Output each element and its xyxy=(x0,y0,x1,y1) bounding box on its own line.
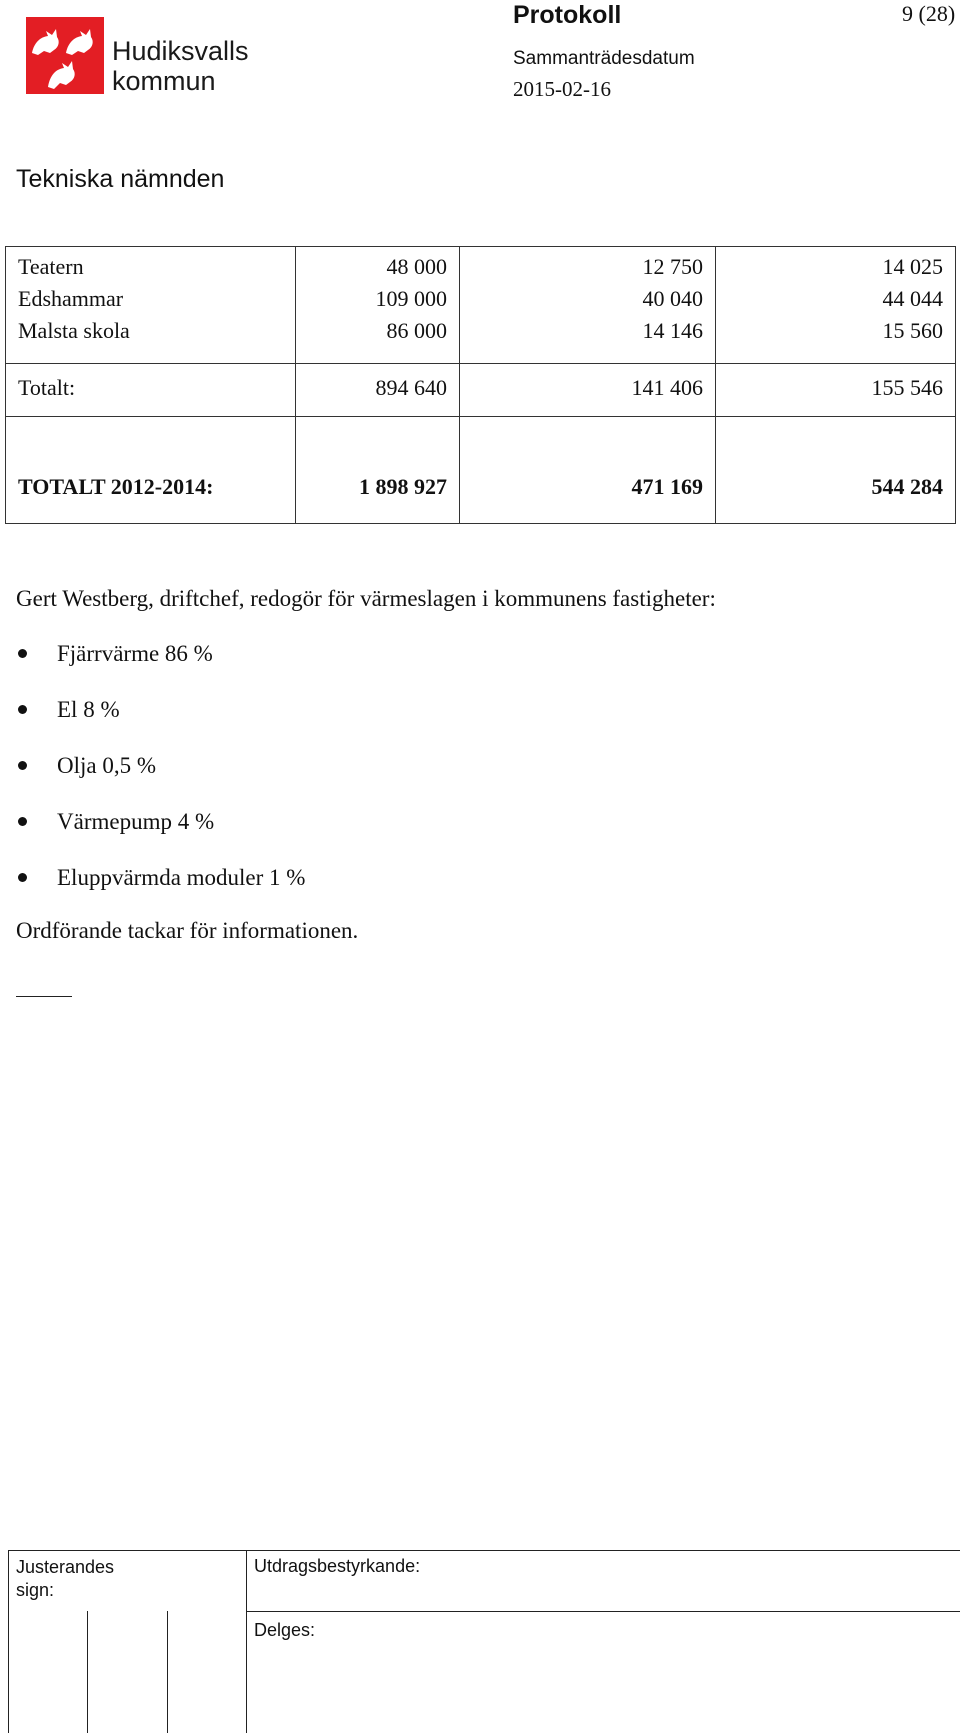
total-value: 155 546 xyxy=(716,364,956,417)
bullet-icon xyxy=(18,761,27,770)
intro-paragraph: Gert Westberg, driftchef, redogör för värmeslagen i kommunens fastigheter: xyxy=(16,586,716,611)
footer-border-left xyxy=(8,1550,9,1733)
bullet-icon xyxy=(18,817,27,826)
list-item-text: Eluppvärmda moduler 1 % xyxy=(57,865,306,890)
list-item xyxy=(16,697,120,723)
table-cell-col2 xyxy=(460,247,716,364)
cell-value: 14 025 xyxy=(882,254,943,279)
cell-value: 12 750 xyxy=(642,254,703,279)
footer-border-divider xyxy=(246,1550,247,1733)
bullet-icon xyxy=(18,649,27,658)
closing-paragraph: Ordförande tackar för informationen. xyxy=(16,918,359,943)
list-item-text: Värmepump 4 % xyxy=(57,809,215,834)
list-item xyxy=(16,641,213,667)
cell-value: 44 044 xyxy=(882,286,943,311)
cell-value: 15 560 xyxy=(882,318,943,343)
date-label: Sammanträdesdatum xyxy=(513,48,695,69)
table-cell-col1 xyxy=(296,247,460,364)
signature-box-divider xyxy=(167,1611,168,1733)
hudiksvall-coat-of-arms-logo xyxy=(26,17,104,94)
signature-label xyxy=(16,1556,114,1602)
cell-value: 14 146 xyxy=(642,318,703,343)
grand-total-value: 471 169 xyxy=(631,474,703,499)
committee-name: Tekniska nämnden xyxy=(16,165,225,193)
table-row-total xyxy=(6,364,956,417)
cell-value: 40 040 xyxy=(642,286,703,311)
date-value: 2015-02-16 xyxy=(513,77,611,101)
grand-total-cell xyxy=(296,417,460,524)
row-name: Edshammar xyxy=(18,286,124,311)
page-number: 9 (28) xyxy=(902,1,956,26)
bullet-icon xyxy=(18,705,27,714)
total-value: 141 406 xyxy=(460,364,716,417)
list-item-text: Olja 0,5 % xyxy=(57,753,157,778)
grand-total-cell xyxy=(716,417,956,524)
list-item xyxy=(16,865,305,891)
list-item xyxy=(16,753,156,779)
bullet-icon xyxy=(18,873,27,882)
cell-value: 48 000 xyxy=(386,254,447,279)
footer-top-border xyxy=(8,1550,960,1551)
list-item xyxy=(16,809,214,835)
grand-total-cell xyxy=(6,417,296,524)
list-item-text: Fjärrvärme 86 % xyxy=(57,641,213,666)
table-cell-col3 xyxy=(716,247,956,364)
section-divider xyxy=(16,996,72,997)
logo-line-2: kommun xyxy=(112,66,216,96)
distribution-label: Delges: xyxy=(254,1620,316,1640)
certification-label: Utdragsbestyrkande: xyxy=(254,1556,421,1576)
signature-label-line-2: sign: xyxy=(16,1580,55,1600)
row-name: Malsta skola xyxy=(18,318,130,343)
cell-value: 86 000 xyxy=(386,318,447,343)
grand-total-value: 1 898 927 xyxy=(359,474,447,499)
footer-middle-border xyxy=(246,1611,960,1612)
budget-table xyxy=(5,246,956,524)
table-row-grand-total xyxy=(6,417,956,524)
signature-label-line-1: Justerandes xyxy=(16,1557,115,1577)
document-title: Protokoll xyxy=(513,1,622,29)
grand-total-cell xyxy=(460,417,716,524)
total-value: 894 640 xyxy=(296,364,460,417)
logo-line-1: Hudiksvalls xyxy=(112,36,249,66)
cell-value: 109 000 xyxy=(375,286,447,311)
total-label: Totalt: xyxy=(6,364,296,417)
row-name: Teatern xyxy=(18,254,84,279)
logo-wordmark xyxy=(112,36,249,96)
table-cell-names xyxy=(6,247,296,364)
grand-total-label: TOTALT 2012-2014: xyxy=(18,474,214,499)
list-item-text: El 8 % xyxy=(57,697,120,722)
grand-total-value: 544 284 xyxy=(871,474,943,499)
table-row xyxy=(6,247,956,364)
signature-box-divider xyxy=(87,1611,88,1733)
